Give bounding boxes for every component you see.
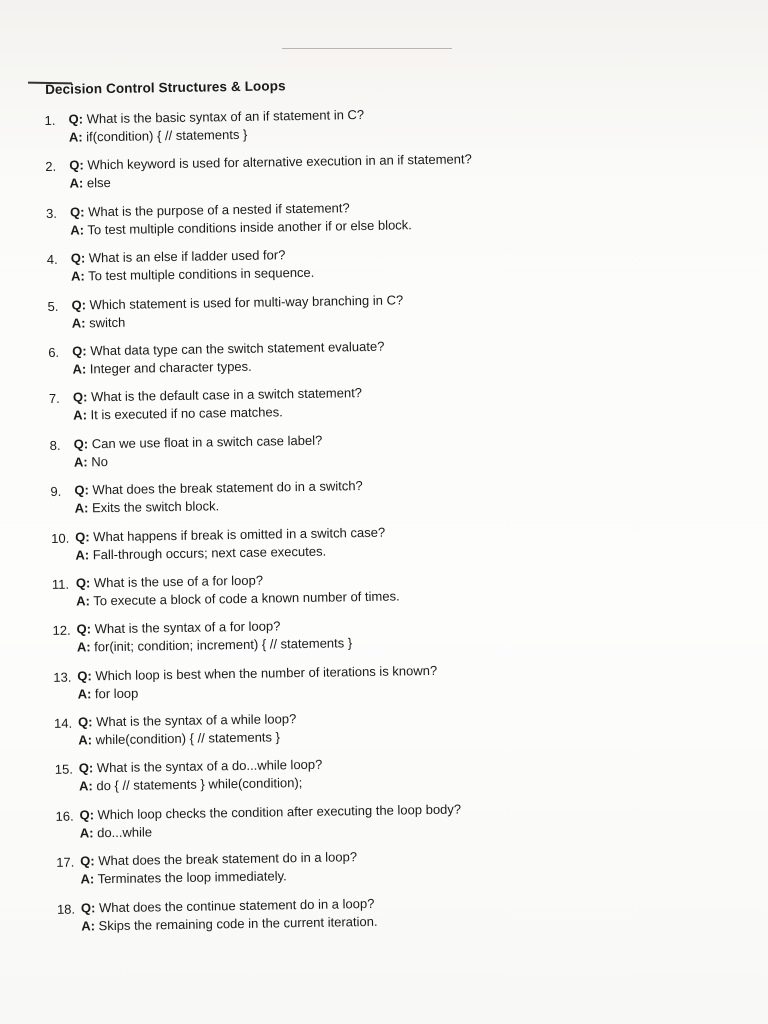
item-number: 11.	[51, 576, 70, 592]
qa-body	[80, 844, 617, 899]
item-number: 7.	[48, 391, 60, 407]
question-label: Q:	[80, 899, 96, 916]
answer-label: A:	[76, 639, 91, 655]
item-number: 4.	[46, 251, 58, 268]
question-label: Q:	[80, 853, 95, 869]
question-text: What is an else if ladder used for?	[88, 247, 286, 266]
question-label: Q:	[78, 760, 94, 777]
qa-body	[75, 520, 612, 575]
question-label: Q:	[75, 528, 90, 545]
qa-body	[78, 705, 615, 760]
answer-text: if(condition) { // statements }	[86, 126, 248, 145]
answer-label: A:	[69, 175, 84, 192]
question-label: Q:	[75, 575, 91, 591]
answer-text: Fall-through occurs; next case executes.	[92, 543, 327, 562]
item-number: 13.	[53, 669, 72, 685]
question-text: What is the syntax of a for loop?	[94, 618, 281, 637]
question-text: Can we use float in a switch case label?	[91, 432, 323, 452]
item-number: 5.	[47, 298, 59, 314]
qa-body	[74, 427, 611, 482]
answer-label: A:	[71, 314, 86, 331]
question-text: What is the use of a for loop?	[93, 572, 264, 591]
qa-body	[76, 612, 613, 667]
top-rule	[282, 48, 452, 49]
answer-text: To test multiple conditions in sequence.	[88, 264, 315, 284]
qa-body	[70, 195, 607, 250]
answer-label: A:	[75, 546, 90, 563]
question-text: What is the syntax of a while loop?	[96, 711, 297, 730]
answer-text: for(init; condition; increment) { // statements }	[94, 635, 353, 655]
question-label: Q:	[71, 296, 87, 313]
question-label: Q:	[72, 389, 88, 405]
answer-text: Integer and character types.	[89, 358, 252, 377]
answer-text: Skips the remaining code in the current iteration.	[98, 913, 378, 933]
answer-text: switch	[89, 314, 126, 330]
answer-label: A:	[78, 778, 93, 795]
question-text: What happens if break is omitted in a switch case?	[93, 524, 386, 544]
item-number: 8.	[49, 437, 61, 453]
question-text: Which loop checks the condition after executing the loop body?	[97, 801, 462, 823]
question-label: Q:	[77, 668, 92, 684]
question-text: Which statement is used for multi-way branching in C?	[89, 291, 404, 312]
answer-text: do { // statements } while(condition);	[96, 775, 303, 794]
answer-label: A:	[79, 825, 94, 841]
item-number: 1.	[44, 112, 56, 128]
qa-body	[76, 566, 613, 621]
question-label: Q:	[70, 250, 86, 266]
question-text: What is the default case in a switch statement?	[90, 385, 363, 405]
qa-body	[71, 241, 608, 296]
answer-label: A:	[76, 593, 90, 609]
answer-label: A:	[73, 407, 88, 423]
answer-label: A:	[73, 454, 88, 470]
qa-body	[81, 891, 618, 946]
answer-label: A:	[74, 500, 89, 516]
answer-text: for loop	[94, 685, 139, 701]
qa-body	[72, 334, 609, 389]
question-label: Q:	[77, 714, 93, 730]
qa-body	[68, 102, 605, 157]
qa-body	[69, 149, 606, 204]
answer-label: A:	[81, 917, 96, 934]
answer-text: else	[86, 175, 111, 191]
answer-label: A:	[77, 686, 92, 702]
item-number: 6.	[48, 344, 60, 360]
question-text: What is the basic syntax of an if statement in C?	[86, 106, 365, 127]
answer-label: A:	[80, 871, 95, 887]
question-text: What is the syntax of a do...while loop?	[96, 757, 323, 776]
question-label: Q:	[72, 343, 87, 359]
answer-label: A:	[78, 732, 93, 748]
item-number: 3.	[45, 205, 58, 221]
question-label: Q:	[73, 436, 89, 452]
qa-body	[77, 659, 614, 714]
answer-text: To test multiple conditions inside another if or else block.	[87, 217, 412, 238]
question-text: Which keyword is used for alternative execution in an if statement?	[87, 151, 472, 173]
answer-text: It is executed if no case matches.	[90, 404, 283, 423]
question-label: Q:	[74, 482, 89, 498]
item-number: 9.	[50, 483, 62, 500]
qa-item	[57, 891, 618, 946]
qa-body	[73, 381, 610, 436]
answer-label: A:	[68, 129, 83, 145]
item-number: 10.	[51, 530, 70, 546]
question-label: Q:	[68, 111, 84, 127]
item-number: 17.	[56, 854, 75, 871]
qa-body	[79, 798, 616, 853]
question-text: What does the continue statement do in a loop?	[98, 895, 375, 915]
answer-text: Terminates the loop immediately.	[97, 868, 287, 887]
answer-text: do...while	[97, 824, 153, 841]
item-number: 18.	[56, 901, 76, 917]
question-answer-list	[44, 102, 617, 946]
question-text: What does the break statement do in a switch?	[92, 478, 363, 498]
answer-text: No	[91, 453, 109, 470]
document-content	[44, 73, 618, 946]
item-number: 16.	[55, 808, 74, 824]
question-label: Q:	[79, 807, 95, 823]
question-text: What is the purpose of a nested if statement?	[88, 199, 350, 220]
question-label: Q:	[69, 157, 84, 174]
question-text: Which loop is best when the number of iterations is known?	[95, 662, 438, 683]
item-number: 12.	[52, 622, 71, 639]
answer-label: A:	[70, 268, 85, 284]
qa-body	[74, 473, 611, 528]
answer-label: A:	[72, 361, 87, 377]
question-text: What data type can the switch statement evaluate?	[90, 338, 385, 359]
qa-body	[79, 752, 616, 807]
question-text: What does the break statement do in a loop?	[98, 849, 358, 869]
answer-text: Exits the switch block.	[91, 498, 220, 516]
qa-body	[71, 288, 608, 343]
answer-text: while(condition) { // statements }	[95, 729, 281, 748]
question-label: Q:	[76, 621, 92, 637]
question-label: Q:	[69, 204, 85, 220]
answer-label: A:	[70, 222, 85, 238]
item-number: 14.	[53, 715, 73, 731]
item-number: 2.	[45, 159, 57, 175]
answer-text: To execute a block of code a known number of times.	[93, 588, 400, 609]
item-number: 15.	[54, 762, 73, 778]
document-title: Decision Control Structures & Loops	[44, 78, 286, 97]
